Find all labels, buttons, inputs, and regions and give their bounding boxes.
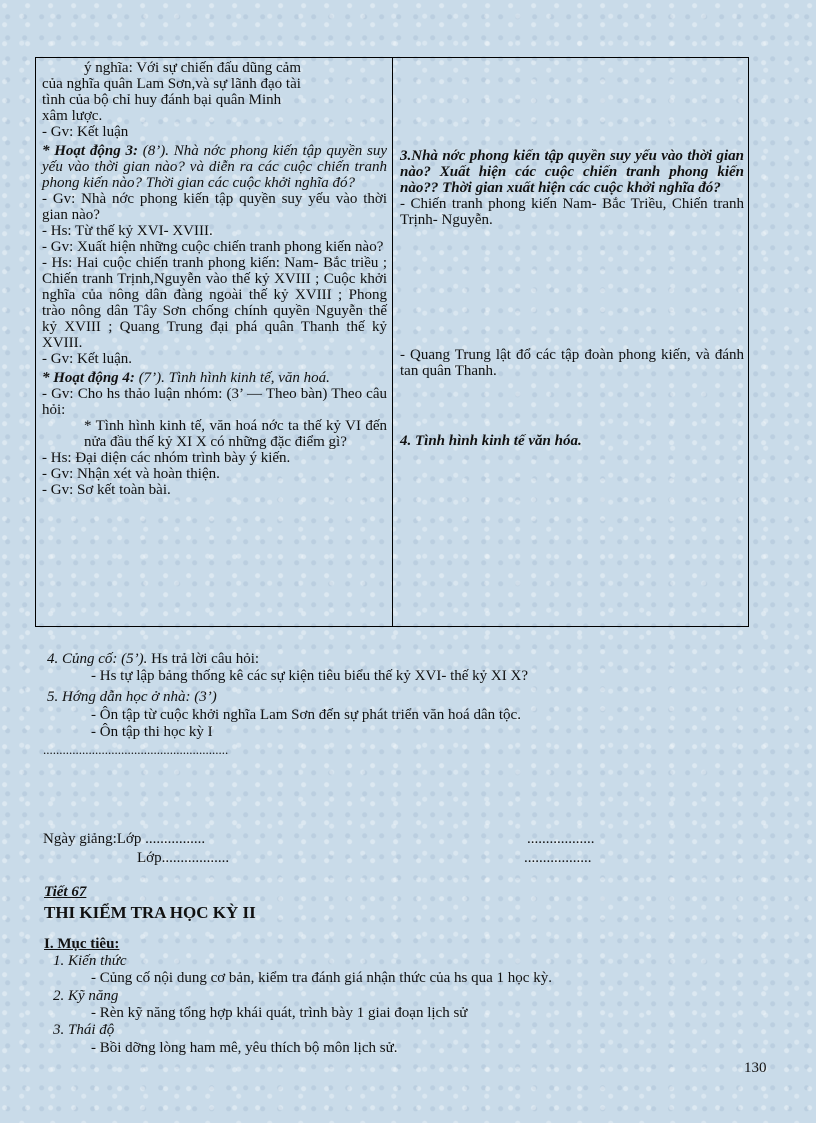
text-line: - Gv: Kết luận. [42,351,132,367]
cung-co-item: - Hs tự lập bảng thống kê các sự kiện tiêu biểu thế kỷ XVI- thế kỷ XI X? [91,668,528,684]
huong-dan-item: - Ôn tập từ cuộc khởi nghĩa Lam Sơn đến sự phát triển văn hoá dân tộc. [91,707,521,723]
activity-3-label: * Hoạt động 3: [42,143,138,159]
text-line: - Gv: Xuất hiện những cuộc chiến tranh phong kiến nào? [42,239,384,255]
text-line: - Gv: Nhà nớc phong kiến tập quyền suy yếu vào thời gian nào? [42,191,387,223]
activity-4-text: (7’). Tình hình kinh tế, văn hoá. [134,370,330,386]
text-line: xâm lược. [42,108,103,124]
activity-3 [42,143,387,191]
huong-dan-label: 5. Hớng dẫn học ở nhà: (3’) [47,689,217,705]
lesson-table [35,57,749,627]
objectives-heading: I. Mục tiêu: [44,936,120,952]
huong-dan-item: - Ôn tập thi học kỳ I [91,724,213,740]
ngay-giang-blank-1: .................. [527,831,595,847]
knowledge-label: 1. Kiến thức [53,953,127,969]
text-line: - Gv: Kết luận [42,124,129,140]
text-line: - Gv: Sơ kết toàn bài. [42,482,171,498]
text-line: - Gv: Cho hs thảo luận nhóm: (3’ — Theo bàn) Theo câu hỏi: [42,386,387,418]
text-line: tình của bộ chỉ huy đánh bại quân Minh [42,92,282,108]
quang-trung-text: - Quang Trung lật đổ các tập đoàn phong kiến, và đánh tan quân Thanh. [400,347,744,379]
text-line: - Hs: Hai cuộc chiến tranh phong kiến: Nam- Bắc triều ; Chiến tranh Trịnh,Nguyễn vào thế kỷ XVIII ; Cuộc khởi nghĩa của nông dân đàng ngoài thế kỷ XVIII ; Phong trào nông dân Tây Sơn chống chính quyền Nguyễn thế kỷ XVIII ; Quang Trung đại phá quân Thanh thế kỷ XVIII. [42,255,387,351]
section-4-title: 4. Tình hình kinh tế văn hóa. [400,433,582,449]
ngay-giang-line-2: Lớp.................. [137,850,230,866]
activity-4-label: * Hoạt động 4: [42,370,135,386]
knowledge-text: - Củng cố nội dung cơ bản, kiểm tra đánh giá nhận thức của hs qua 1 học kỳ. [91,970,552,986]
cung-co-label: 4. Củng cố: (5’). [47,651,148,667]
skills-label: 2. Kỹ năng [53,988,119,1004]
activity-4 [42,370,387,386]
text-line: - Hs: Đại diện các nhóm trình bày ý kiến. [42,450,291,466]
activity-3-text: (8’). Nhà nớc phong kiến tập quyền suy yếu vào thời gian nào? và diễn ra các cuộc chiến tranh phong kiến nào? Thời gian các cuộc khởi nghĩa đó? [42,143,387,191]
section-3 [400,148,744,228]
section-4 [400,433,744,449]
column-divider [392,58,393,626]
text-line: - Gv: Nhận xét và hoàn thiện. [42,466,220,482]
left-column [42,60,387,498]
text-line: - Hs: Từ thế kỷ XVI- XVIII. [42,223,213,239]
ngay-giang-blank-2: .................. [524,850,592,866]
lesson-number: Tiết 67 [44,884,87,900]
skills-text: - Rèn kỹ năng tổng hợp khái quát, trình bày 1 giai đoạn lịch sử [91,1005,468,1021]
text-line: của nghĩa quân Lam Sơn,và sự lãnh đạo tài [42,76,301,92]
attitude-text: - Bồi dỡng lòng ham mê, yêu thích bộ môn lịch sử. [91,1040,398,1056]
ngay-giang-line-1: Ngày giảng:Lớp ................ [43,831,206,847]
section-3-text: - Chiến tranh phong kiến Nam- Bắc Triều, Chiến tranh Trịnh- Nguyễn. [400,196,744,228]
page-number: 130 [744,1060,767,1076]
cung-co-line [47,651,259,668]
separator-dots: ......................................................... [43,742,229,757]
quang-trung-note [400,347,744,379]
discussion-question: * Tình hình kinh tế, văn hoá nớc ta thế kỷ VI đến nửa đầu thế kỷ XI X có những đặc điểm gì? [84,418,387,450]
text-line: ý nghĩa: Với sự chiến đấu dũng cảm [84,60,301,76]
section-3-title: 3.Nhà nớc phong kiến tập quyền suy yếu vào thời gian nào? Xuất hiện các cuộc chiến tranh phong kiến nào?? Thời gian xuất hiện các cuộc khởi nghĩa đó? [400,148,744,196]
attitude-label: 3. Thái độ [53,1022,115,1038]
lesson-title: THI KIỂM TRA HỌC KỲ II [44,903,256,922]
cung-co-text: Hs trả lời câu hỏi: [147,651,260,667]
